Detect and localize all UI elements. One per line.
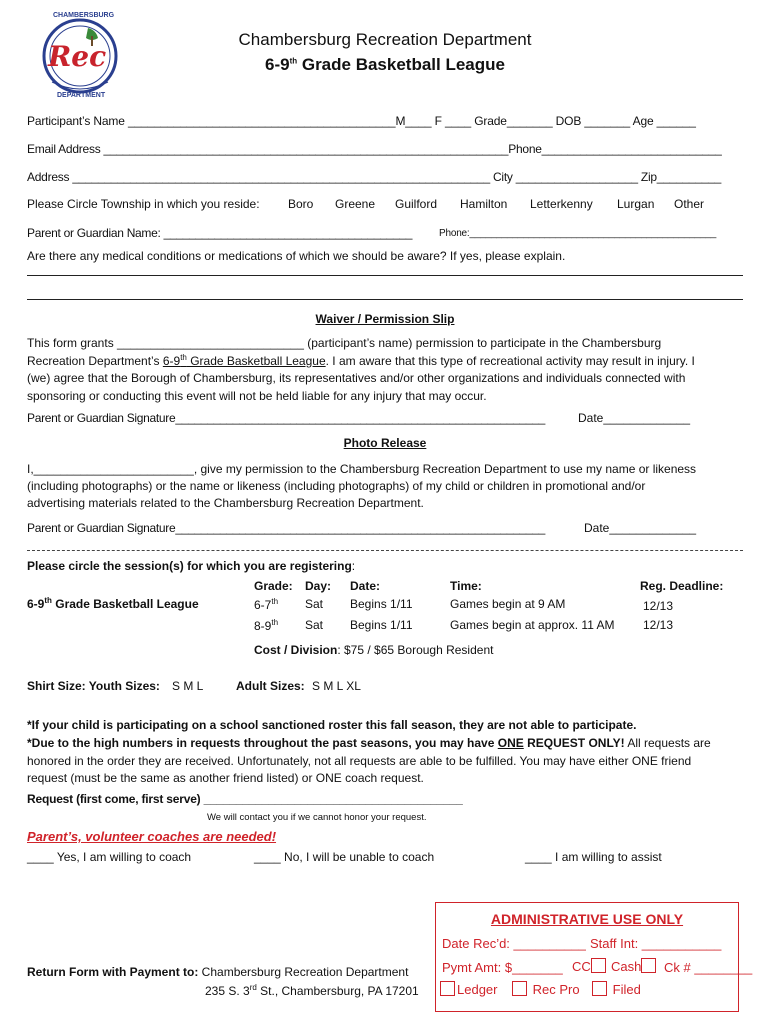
note-2-one: ONE bbox=[497, 736, 524, 750]
waiver-league-name bbox=[163, 354, 326, 368]
admin-staff-initials[interactable]: Staff Int: ___________ bbox=[590, 936, 722, 951]
admin-cc-label: CC bbox=[572, 959, 591, 974]
waiver-league-post: Grade Basketball League bbox=[186, 354, 326, 368]
participant-line[interactable]: Participant’s Name _________________________________________M____ F ____ Grade_______ DOB _______ Age ______ bbox=[27, 114, 696, 128]
cost-value: : $75 / $65 Borough Resident bbox=[337, 643, 494, 657]
township-greene[interactable]: Greene bbox=[335, 197, 376, 211]
return-label: Return Form with Payment to: bbox=[27, 965, 199, 979]
note-line-4: request (must be the same as another friend listed) or ONE coach request. bbox=[27, 771, 424, 785]
adult-size-label: Adult Sizes: bbox=[236, 679, 305, 693]
note-one-request bbox=[27, 736, 711, 750]
admin-recpro-label: Rec Pro bbox=[532, 982, 580, 997]
admin-filed[interactable] bbox=[592, 981, 641, 997]
waiver-signature-line[interactable]: Parent or Guardian Signature__________________________________________________________ bbox=[27, 411, 546, 425]
session-row-1-date: Begins 1/11 bbox=[350, 597, 413, 611]
logo-top-text: CHAMBERSBURG bbox=[53, 12, 115, 19]
col-deadline-header: Reg. Deadline: bbox=[640, 579, 724, 593]
sessions-intro-colon: : bbox=[351, 559, 356, 573]
waiver-line-2 bbox=[27, 353, 695, 368]
township-other[interactable]: Other bbox=[674, 197, 705, 211]
photo-signature-line[interactable]: Parent or Guardian Signature__________________________________________________________ bbox=[27, 521, 546, 535]
return-dept: Chambersburg Recreation Department bbox=[198, 965, 409, 979]
session-row-2-day: Sat bbox=[305, 618, 324, 632]
waiver-league-pre: 6-9 bbox=[162, 354, 181, 368]
note-2-rest: All requests are bbox=[624, 736, 711, 750]
return-address bbox=[205, 983, 419, 998]
col-day-header: Day: bbox=[305, 579, 332, 593]
admin-cash-label: Cash bbox=[611, 959, 642, 974]
township-hamilton[interactable]: Hamilton bbox=[460, 197, 508, 211]
admin-recpro[interactable] bbox=[512, 981, 580, 997]
township-guilford[interactable]: Guilford bbox=[395, 197, 438, 211]
township-letterkenny[interactable]: Letterkenny bbox=[530, 197, 593, 211]
contact-note: We will contact you if we cannot honor your request. bbox=[207, 812, 427, 823]
session-row-2-deadline: 12/13 bbox=[643, 618, 674, 632]
session-2-grade-sup: th bbox=[271, 618, 279, 627]
township-label: Please Circle Township in which you reside: bbox=[27, 197, 260, 211]
session-row-2-date: Begins 1/11 bbox=[350, 618, 413, 632]
admin-payment-amount[interactable]: Pymt Amt: $_______ bbox=[442, 960, 563, 975]
note-line-3: honored in the order they are received. Unfortunately, not all requests are able to be fulfilled. You may have either ONE friend bbox=[27, 754, 692, 768]
page-title: Chambersburg Recreation Department bbox=[238, 30, 532, 49]
waiver-league-sup: th bbox=[180, 353, 187, 362]
logo-rec-text: Rec bbox=[48, 40, 107, 73]
medical-line-2[interactable] bbox=[27, 299, 743, 300]
league-sup: th bbox=[44, 596, 52, 605]
youth-size-label: Shirt Size: Youth Sizes: bbox=[27, 679, 160, 693]
sessions-league-name bbox=[27, 596, 199, 611]
session-2-grade-pre: 8-9 bbox=[254, 619, 272, 633]
waiver-heading: Waiver / Permission Slip bbox=[315, 312, 455, 326]
session-row-1-time: Games begin at 9 AM bbox=[450, 597, 566, 611]
township-boro[interactable]: Boro bbox=[288, 197, 314, 211]
session-row-1-deadline: 12/13 bbox=[643, 599, 674, 613]
address-post: St., Chambersburg, PA 17201 bbox=[256, 984, 419, 998]
guardian-phone-line[interactable]: Phone:______________________________________________ bbox=[439, 228, 717, 239]
session-1-grade-pre: 6-7 bbox=[254, 598, 272, 612]
col-grade-header: Grade: bbox=[254, 579, 293, 593]
cost-division bbox=[254, 643, 493, 657]
photo-line-2: (including photographs) or the name or likeness (including photographs) of my child or children in promotional and/or bbox=[27, 479, 646, 493]
session-1-grade-sup: th bbox=[271, 597, 279, 606]
admin-recpro-checkbox[interactable] bbox=[512, 981, 527, 996]
note-2-bold: *Due to the high numbers in requests throughout the past seasons, you may have bbox=[27, 736, 498, 750]
coaches-heading: Parent’s, volunteer coaches are needed! bbox=[27, 829, 277, 844]
coach-yes-option[interactable]: ____ Yes, I am willing to coach bbox=[27, 850, 192, 864]
admin-filed-label: Filed bbox=[612, 982, 641, 997]
note-school-roster: *If your child is participating on a school sanctioned roster this fall season, they are not able to participate. bbox=[27, 718, 637, 732]
admin-ledger-checkbox[interactable] bbox=[440, 981, 455, 996]
admin-title: ADMINISTRATIVE USE ONLY bbox=[490, 911, 684, 927]
guardian-name-line[interactable]: Parent or Guardian Name: _______________________________________ bbox=[27, 226, 413, 240]
league-post: Grade Basketball League bbox=[51, 597, 199, 611]
address-sup: rd bbox=[249, 983, 257, 992]
youth-size-options[interactable]: S M L bbox=[172, 679, 204, 693]
medical-question: Are there any medical conditions or medications of which we should be aware? If yes, please explain. bbox=[27, 249, 566, 263]
admin-cc-checkbox[interactable] bbox=[591, 958, 606, 973]
address-line[interactable]: Address _________________________________________________________________ City ___________________ Zip__________ bbox=[27, 170, 722, 184]
waiver-line-1: This form grants ____________________________ (participant’s name) permission to participate in the Chambersburg bbox=[27, 336, 662, 350]
photo-heading: Photo Release bbox=[343, 436, 427, 450]
photo-line-3: advertising materials related to the Chambersburg Recreation Department. bbox=[27, 496, 424, 510]
session-row-1-grade[interactable] bbox=[254, 597, 278, 612]
rec-logo bbox=[40, 8, 120, 104]
waiver-line-4: sponsoring or conducting this event will not be held liable for any injury that may occur. bbox=[27, 389, 487, 403]
session-row-2-time: Games begin at approx. 11 AM bbox=[450, 618, 615, 632]
sessions-intro-text: Please circle the session(s) for which you are registering bbox=[27, 559, 352, 573]
admin-cc[interactable] bbox=[572, 958, 608, 974]
note-2-bold2: REQUEST ONLY! bbox=[523, 736, 625, 750]
sessions-intro bbox=[27, 559, 355, 573]
session-row-2-grade[interactable] bbox=[254, 618, 278, 633]
logo-bottom-text: DEPARTMENT bbox=[57, 92, 106, 99]
session-row-1-day: Sat bbox=[305, 597, 324, 611]
coach-no-option[interactable]: ____ No, I will be unable to coach bbox=[254, 850, 435, 864]
page-subtitle bbox=[160, 55, 610, 75]
request-line[interactable]: Request (first come, first serve) ________________________________________ bbox=[27, 792, 463, 806]
subtitle-sup: th bbox=[289, 56, 298, 66]
admin-filed-checkbox[interactable] bbox=[592, 981, 607, 996]
waiver-line-2-pre: Recreation Department’s bbox=[27, 354, 163, 368]
photo-line-1: I,________________________, give my permission to the Chambersburg Recreation Department to use my name or likeness bbox=[27, 462, 697, 476]
col-time-header: Time: bbox=[450, 579, 482, 593]
medical-line-1[interactable] bbox=[27, 275, 743, 276]
admin-ledger[interactable] bbox=[440, 981, 497, 997]
subtitle-pre: 6-9 bbox=[264, 55, 290, 74]
waiver-date-line[interactable]: Date_____________ bbox=[578, 411, 691, 425]
address-pre: 235 S. 3 bbox=[205, 984, 250, 998]
photo-date-line[interactable]: Date_____________ bbox=[584, 521, 697, 535]
waiver-line-2-post: . I am aware that this type of recreational activity may result in injury. I bbox=[325, 354, 695, 368]
admin-date-received[interactable]: Date Rec’d: __________ bbox=[442, 936, 586, 951]
cut-line bbox=[27, 550, 743, 551]
subtitle-post: Grade Basketball League bbox=[297, 55, 505, 74]
waiver-line-3: (we) agree that the Borough of Chambersburg, its representatives and/or other organizations and individuals connected with bbox=[27, 371, 686, 385]
admin-ledger-label: Ledger bbox=[457, 982, 498, 997]
cost-label: Cost / Division bbox=[254, 643, 338, 657]
return-to bbox=[27, 965, 408, 979]
email-line[interactable]: Email Address _______________________________________________________________Phone____________________________ bbox=[27, 142, 722, 156]
admin-cash[interactable] bbox=[611, 958, 658, 974]
admin-check-number[interactable]: Ck # ________ bbox=[664, 960, 753, 975]
admin-cash-checkbox[interactable] bbox=[641, 958, 656, 973]
township-lurgan[interactable]: Lurgan bbox=[617, 197, 655, 211]
league-pre: 6-9 bbox=[27, 597, 45, 611]
adult-size-options[interactable]: S M L XL bbox=[312, 679, 361, 693]
col-date-header: Date: bbox=[350, 579, 381, 593]
admin-use-box bbox=[435, 902, 753, 1012]
coach-assist-option[interactable]: ____ I am willing to assist bbox=[525, 850, 662, 864]
